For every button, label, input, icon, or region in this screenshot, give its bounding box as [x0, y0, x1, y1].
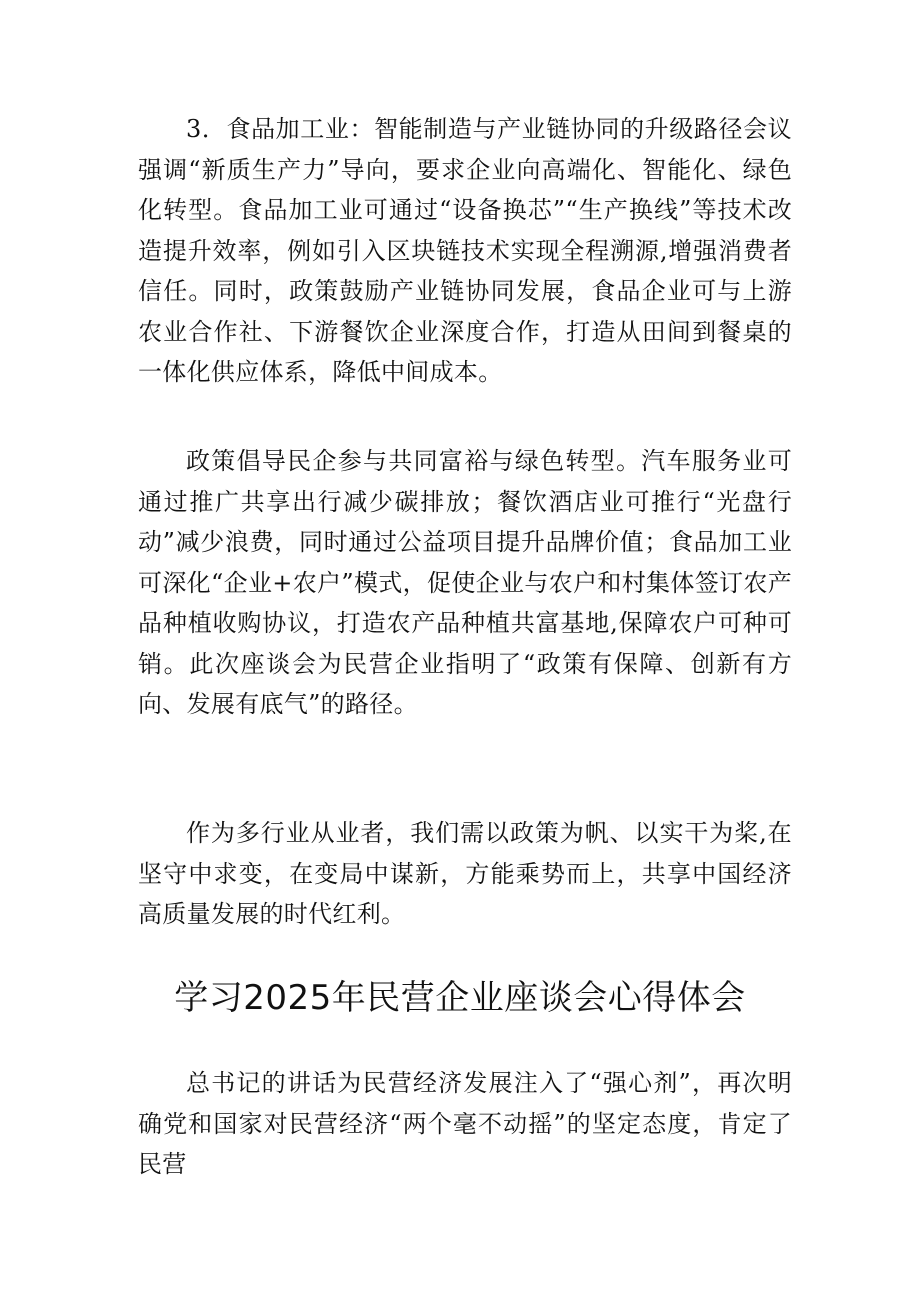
paragraph-intro: 总书记的讲话为民营经济发展注入了“强心剂”，再次明确党和国家对民营经济“两个毫不动摇”的坚定态度，肯定了民营 [138, 1069, 792, 1178]
paragraph-conclusion: 作为多行业从业者，我们需以政策为帆、以实干为桨,在坚守中求变，在变局中谋新，方能乘势而上，共享中国经济高质量发展的时代红利。 [138, 819, 792, 928]
paragraph-green-transition: 政策倡导民企参与共同富裕与绿色转型。汽车服务业可通过推广共享出行减少碳排放；餐饮酒店业可推行“光盘行动”减少浪费，同时通过公益项目提升品牌价值；食品加工业可深化“企业+农户”模式，促使企业与农户和村集体签订农产品种植收购协议，打造农产品种植共富基地,保障农户可种可销。此次座谈会为民营企业指明了“政策有保障、创新有方向、发展有底气”的路径。 [138, 447, 792, 718]
paragraph-food-processing: 3．食品加工业：智能制造与产业链协同的升级路径会议强调“新质生产力”导向，要求企业向高端化、智能化、绿色化转型。食品加工业可通过“设备换芯”“生产换线”等技术改造提升效率，例如引入区块链技术实现全程溯源,增强消费者信任。同时，政策鼓励产业链协同发展，食品企业可与上游农业合作社、下游餐饮企业深度合作，打造从田间到餐桌的一体化供应体系，降低中间成本。 [138, 115, 792, 386]
section-heading: 学习2025年民营企业座谈会心得体会 [174, 978, 746, 1018]
